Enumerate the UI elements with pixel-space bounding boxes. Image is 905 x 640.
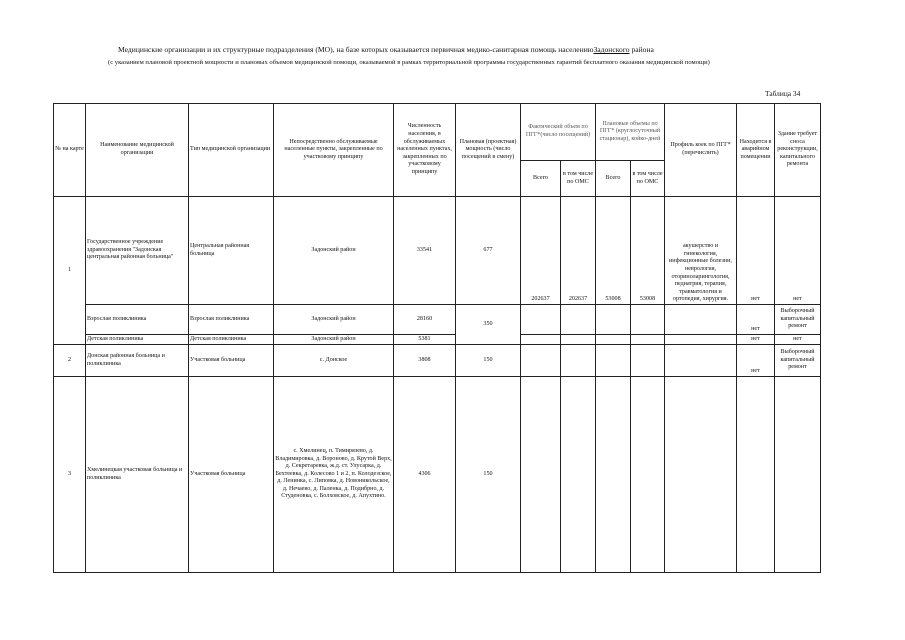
table-row <box>54 335 821 345</box>
row-settlements: Задонский район <box>274 197 394 305</box>
row-type: Участковая больница <box>189 345 274 377</box>
header-repair: Здание требует сноса реконструкции, капитального ремонта <box>775 104 821 197</box>
empty-cell <box>596 335 631 345</box>
header-profile: Профиль коек по ПГГ* (перечислить) <box>665 104 737 197</box>
row-capacity: 350 <box>456 305 521 345</box>
row-population: 28160 <box>394 305 456 335</box>
empty-cell <box>665 335 737 345</box>
header-fact-oms: в том числе по ОМС <box>561 161 596 197</box>
row-num: 3 <box>54 377 86 573</box>
table-number: Таблица 34 <box>765 89 801 98</box>
row-capacity: 150 <box>456 345 521 377</box>
empty-cell <box>521 377 561 573</box>
row-repair: Выборочный капитальный ремонт <box>775 305 821 335</box>
row-name: Детская поликлиника <box>86 335 189 345</box>
header-fact-total: Всего <box>521 161 561 197</box>
row-settlements: с. Хмелинец, п. Тимирязево, д. Владимировка, д. Вороново, д. Крутой Верх, д. Секретаревка, ж.д. ст. Улусарка, д. Бехтеевка, д. Колесово 1 и 2, п. Колодезское, д. Ленинка, с. Липовка, д. Новоникольское, д. Нечаево, д. Паленка, д. Подибрно, д. Студеновка, с. Болховское, д. Апухтино. <box>274 377 394 573</box>
document-subtitle: (с указанием плановой проектной мощности и плановых объемов медицинской помощи, оказываемой в рамках территориальной программы государственных гарантий бесплатного оказания медицинской помощи) <box>108 59 710 66</box>
row-emergency: нет <box>737 197 775 305</box>
row-plan-total: 53008 <box>596 197 631 305</box>
header-plan-total: Всего <box>596 161 631 197</box>
header-planned-group: Плановые объемы по ПГГ* (круглосуточный стационар), койко-дней <box>596 104 665 161</box>
row-population: 3808 <box>394 345 456 377</box>
header-emergency: Находится в аварийном помещении <box>737 104 775 197</box>
empty-cell <box>596 377 631 573</box>
table-row <box>54 305 821 335</box>
header-population: Численность населения, в обслуживаемых населенных пунктах, закрепленных по участковому принципу <box>394 104 456 197</box>
empty-cell <box>737 377 775 573</box>
empty-cell <box>665 377 737 573</box>
header-capacity: Плановая (проектная) мощность (число посещений в смену) <box>456 104 521 197</box>
row-population: 4306 <box>394 377 456 573</box>
row-settlements: с. Донское <box>274 345 394 377</box>
empty-cell <box>665 305 737 335</box>
row-profile: акушерство и гинекология, инфекционные болезни, неврология, оториноларингология, педиатрия, терапия, травматология и ортопедия, хирургия. <box>665 197 737 305</box>
row-type: Взрослая поликлиника <box>189 305 274 335</box>
row-num: 1 <box>54 197 86 345</box>
row-population: 5381 <box>394 335 456 345</box>
document-title <box>118 45 654 54</box>
row-fact-total: 202637 <box>521 197 561 305</box>
empty-cell <box>631 335 665 345</box>
header-settlements: Непосредственно обслуживаемые населенные пункты, закрепленные по участковому принципу <box>274 104 394 197</box>
row-emergency: нет <box>737 335 775 345</box>
row-population: 33541 <box>394 197 456 305</box>
row-num: 2 <box>54 345 86 377</box>
mo-table <box>53 103 821 573</box>
empty-cell <box>631 305 665 335</box>
empty-cell <box>521 305 561 335</box>
empty-cell <box>521 335 561 345</box>
row-emergency: нет <box>737 305 775 335</box>
empty-cell <box>521 345 561 377</box>
empty-cell <box>665 345 737 377</box>
table-row <box>54 197 821 305</box>
row-capacity: 150 <box>456 377 521 573</box>
empty-cell <box>775 377 821 573</box>
empty-cell <box>561 345 596 377</box>
row-repair: Выборочный капитальный ремонт <box>775 345 821 377</box>
row-emergency: нет <box>737 345 775 377</box>
empty-cell <box>561 377 596 573</box>
empty-cell <box>561 305 596 335</box>
header-num: № на карте <box>54 104 86 197</box>
header-name: Наименование медицинской организации <box>86 104 189 197</box>
row-name: Хмелинецкая участковая больница и поликлиника <box>86 377 189 573</box>
empty-cell <box>631 345 665 377</box>
header-actual-group: Фактический объем по ПГГ*(число посещений) <box>521 104 596 161</box>
row-fact-oms: 202637 <box>561 197 596 305</box>
row-settlements: Задонский район <box>274 335 394 345</box>
row-name: Взрослая поликлиника <box>86 305 189 335</box>
header-plan-oms: в том числе по ОМС <box>631 161 665 197</box>
table-row <box>54 345 821 377</box>
row-repair: нет <box>775 335 821 345</box>
row-type: Центральная районная больница <box>189 197 274 305</box>
header-type: Тип медицинской организации <box>189 104 274 197</box>
row-capacity: 677 <box>456 197 521 305</box>
row-name: Донская районная больница и поликлиника <box>86 345 189 377</box>
empty-cell <box>596 305 631 335</box>
empty-cell <box>561 335 596 345</box>
row-type: Участковая больница <box>189 377 274 573</box>
row-type: Детская поликлиника <box>189 335 274 345</box>
table-row <box>54 377 821 573</box>
empty-cell <box>631 377 665 573</box>
row-name: Государственное учреждение здравоохранения "Задонская центральная районная больница" <box>86 197 189 305</box>
row-repair: нет <box>775 197 821 305</box>
row-settlements: Задонский район <box>274 305 394 335</box>
title-main: Медицинские организации и их структурные подразделения (МО), на базе которых оказывается первичная медико-санитарная помощь населению <box>118 45 594 54</box>
title-district: Задонского <box>593 45 630 54</box>
row-plan-oms: 53008 <box>631 197 665 305</box>
header-row-1 <box>54 104 821 161</box>
title-suffix: района <box>629 45 654 54</box>
empty-cell <box>596 345 631 377</box>
